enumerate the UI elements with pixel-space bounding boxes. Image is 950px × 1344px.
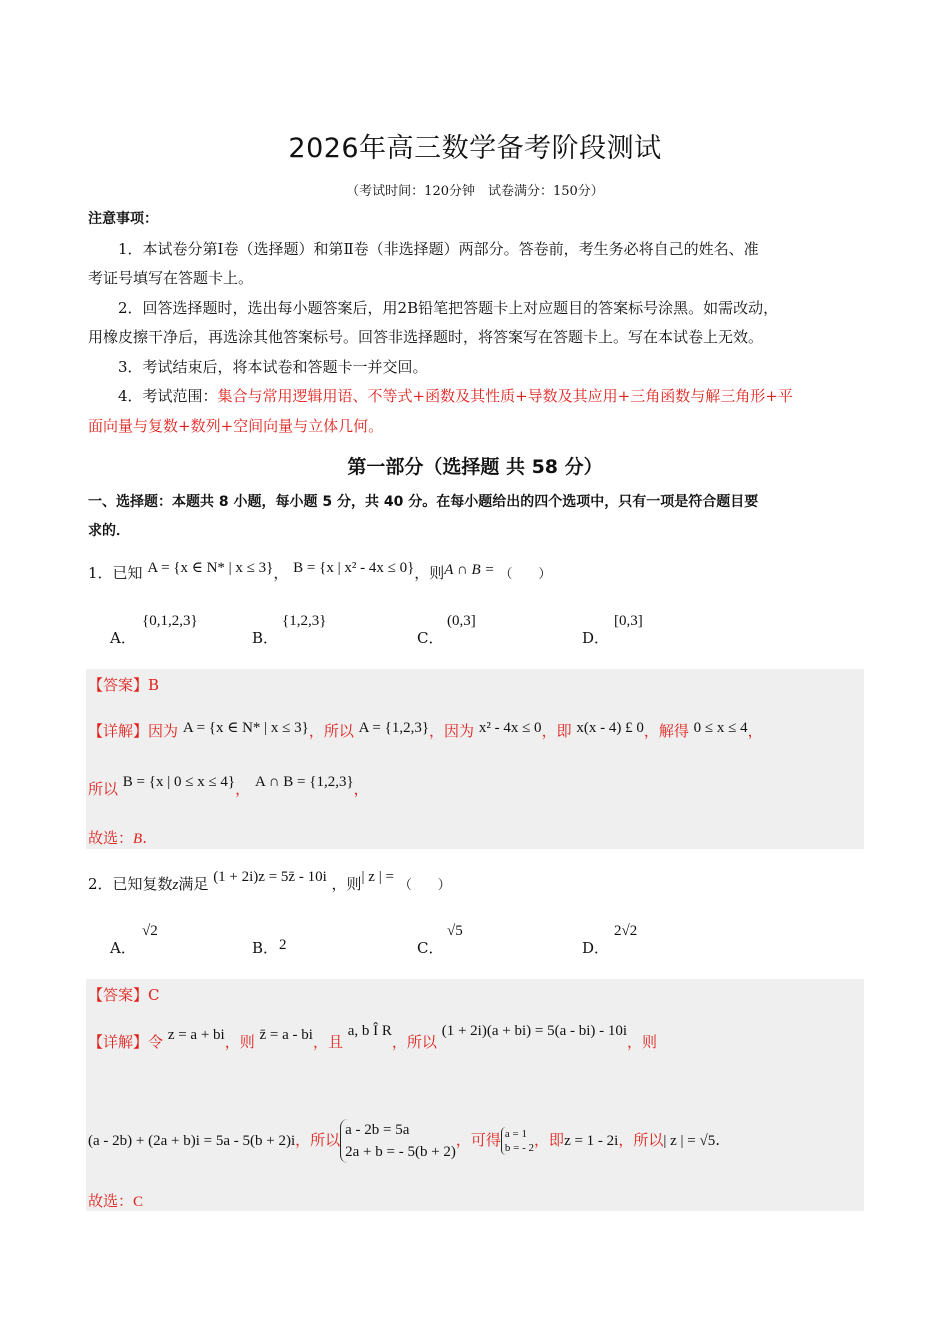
q2-blank: （ ） <box>398 878 451 893</box>
notice-item-4 <box>118 386 898 406</box>
q1-detail-text: ，即 <box>541 722 572 740</box>
q1-then: ，则 <box>414 564 445 582</box>
q1-detail-math: 0 ≤ x ≤ 4 <box>693 720 748 736</box>
q1-detail-math: x² - 4x ≤ 0 <box>478 720 542 736</box>
q1-option-d-value: [0,3] <box>614 613 643 629</box>
q1-option-a-value: {0,1,2,3} <box>142 613 198 629</box>
q1-detail-math: A ∩ B = {1,2,3} <box>254 774 354 790</box>
q2-detail-line-2 <box>88 1118 868 1163</box>
q1-prefix: 1．已知 <box>88 564 143 582</box>
q2-answer-value: C <box>148 986 160 1004</box>
q2-detail-math: z̄ = a - bi <box>259 1027 313 1043</box>
q1-answer-value: B <box>148 676 160 694</box>
notice-item-1a: 1．本试卷分第Ⅰ卷（选择题）和第Ⅱ卷（非选择题）两部分。答卷前，考生务必将自己的姓名、准 <box>118 240 759 258</box>
q2-detail-text: ，且 <box>312 1033 343 1051</box>
q1-detail-math: A = {1,2,3} <box>358 720 430 736</box>
q1-option-c-value: (0,3] <box>447 613 476 629</box>
q2-option-a-label: A． <box>110 939 136 957</box>
notice-item-2b: 用橡皮擦干净后，再选涂其他答案标号。回答非选择题时，将答案写在答题卡上。写在本试卷上无效。 <box>88 328 764 346</box>
q1-conclusion-prefix: 故选： <box>88 829 134 847</box>
q1-detail-label: 【详解】 <box>88 722 149 740</box>
q2-detail-text: ，即 <box>534 1131 565 1149</box>
q2-detail-text: ，所以 <box>295 1131 341 1149</box>
q2-sys2-row: b = - 2 <box>504 1142 535 1154</box>
q2-option-b-value: 2 <box>279 937 287 953</box>
question-1 <box>88 560 868 585</box>
q1-detail-text: ， <box>235 780 251 798</box>
q1-conclusion <box>88 828 868 849</box>
q1-detail-text: ，因为 <box>429 722 475 740</box>
q2-detail-math: (1 + 2i)(a + bi) = 5(a - bi) - 10i <box>441 1023 628 1039</box>
q1-set-a: A = {x ∈ N* | x ≤ 3} <box>147 560 274 576</box>
q2-option-c-label: C． <box>417 939 444 957</box>
q1-conclusion-suffix: . <box>142 829 147 847</box>
q2-equation: (1 + 2i)z = 5z̄ - 10i <box>213 869 327 885</box>
part1-intro-a: 一、选择题：本题共 8 小题，每小题 5 分，共 40 分。在每小题给出的四个选项中，只有一项是符合题目要 <box>88 494 759 510</box>
q2-equation-system-1 <box>340 1119 456 1163</box>
q2-var: z <box>172 877 179 893</box>
q2-sys1-row: 2a + b = - 5(b + 2) <box>345 1144 456 1160</box>
q1-answer <box>88 675 868 695</box>
q1-detail-text: 所以 <box>88 780 119 798</box>
q1-blank: （ ） <box>499 567 552 582</box>
q1-detail-text: ， <box>353 780 369 798</box>
q1-detail-math: A = {x ∈ N* | x ≤ 3} <box>182 720 309 736</box>
q1-option-b-label: B． <box>252 629 279 647</box>
q2-answer-label: 【答案】 <box>88 986 149 1004</box>
q2-solution-box <box>86 979 864 1211</box>
q1-set-b: B = {x | x² - 4x ≤ 0} <box>293 560 415 576</box>
question-2 <box>88 869 868 896</box>
q2-detail-text: ，所以 <box>618 1131 664 1149</box>
notice-item-2a: 2．回答选择题时，选出每小题答案后，用2B铅笔把答题卡上对应题目的答案标号涂黑。如需改动， <box>118 299 779 317</box>
q1-option-a-label: A． <box>110 629 136 647</box>
q1-option-c-label: C． <box>417 629 444 647</box>
q2-sys2-row: a = 1 <box>504 1128 528 1140</box>
q1-detail-text: 因为 <box>148 722 179 740</box>
q1-detail-math: B = {x | 0 ≤ x ≤ 4} <box>122 774 236 790</box>
q2-detail-text: 令 <box>148 1033 164 1051</box>
q1-detail-math: x(x - 4) £ 0 <box>576 720 644 736</box>
q2-then: ，则 <box>331 875 362 893</box>
page-title: 2026年高三数学备考阶段测试 <box>288 133 662 164</box>
q1-expr: A ∩ B = <box>444 562 495 578</box>
q2-option-d-value: 2√2 <box>614 923 638 939</box>
q1-detail-line-2 <box>88 774 868 800</box>
part1-intro-b: 求的． <box>88 523 130 539</box>
q1-option-b-value: {1,2,3} <box>282 613 327 629</box>
notice-item-3: 3．考试结束后，将本试卷和答题卡一并交回。 <box>118 358 428 376</box>
q2-detail-text: ，可得 <box>455 1131 501 1149</box>
q1-option-d-label: D． <box>582 629 610 647</box>
q1-detail-line-1 <box>88 721 868 742</box>
q2-detail-math: z = a + bi <box>167 1027 225 1043</box>
q2-sys1-row: a - 2b = 5a <box>345 1122 410 1138</box>
q2-mid: 满足 <box>178 875 209 893</box>
q2-detail-math: | z | = √5 <box>663 1133 716 1149</box>
q2-equation-system-2 <box>501 1127 534 1155</box>
q2-detail-text: ，则 <box>224 1033 255 1051</box>
exam-scope-b: 面向量与复数+数列+空间向量与立体几何。 <box>88 417 384 435</box>
exam-scope-a: 集合与常用逻辑用语、不等式+函数及其性质+导数及其应用+三角函数与解三角形+平 <box>217 387 793 405</box>
exam-info: （考试时间：120分钟 试卷满分：150分） <box>346 184 604 199</box>
section-heading: 第一部分（选择题 共 58 分） <box>347 456 603 478</box>
q2-detail-text: ，则 <box>627 1033 658 1051</box>
notice-heading: 注意事项： <box>88 211 158 227</box>
q1-detail-text: ，解得 <box>643 722 689 740</box>
q2-option-d-label: D． <box>582 939 610 957</box>
q2-detail-text: . <box>715 1131 720 1149</box>
q2-answer <box>88 985 868 1005</box>
q1-conclusion-value: B <box>133 831 143 847</box>
q2-option-a-value: √2 <box>142 923 158 939</box>
notice-item-1b: 考证号填写在答题卡上。 <box>88 269 254 287</box>
q2-detail-math: a, b Î R <box>347 1023 392 1039</box>
q2-conclusion-value: C <box>133 1194 144 1210</box>
q2-detail-label: 【详解】 <box>88 1033 149 1051</box>
q2-detail-math: (a - 2b) + (2a + b)i = 5a - 5(b + 2)i <box>88 1133 296 1149</box>
q2-detail-math: z = 1 - 2i <box>564 1133 619 1149</box>
q1-detail-text: ，所以 <box>308 722 354 740</box>
q1-answer-label: 【答案】 <box>88 676 149 694</box>
q1-solution-box <box>86 669 864 849</box>
q2-detail-line-1 <box>88 1023 868 1053</box>
q2-conclusion-prefix: 故选： <box>88 1192 134 1210</box>
q2-expr: | z | = <box>361 869 394 885</box>
q2-detail-text: ，所以 <box>391 1033 437 1051</box>
q2-conclusion <box>88 1191 868 1212</box>
q1-detail-text: ， <box>747 722 763 740</box>
q2-option-c-value: √5 <box>447 923 463 939</box>
q2-prefix: 2．已知复数 <box>88 875 173 893</box>
notice-item-4-prefix: 4．考试范围： <box>118 387 218 405</box>
q2-option-b-label: B． <box>252 939 279 957</box>
q1-comma: ， <box>273 564 289 582</box>
